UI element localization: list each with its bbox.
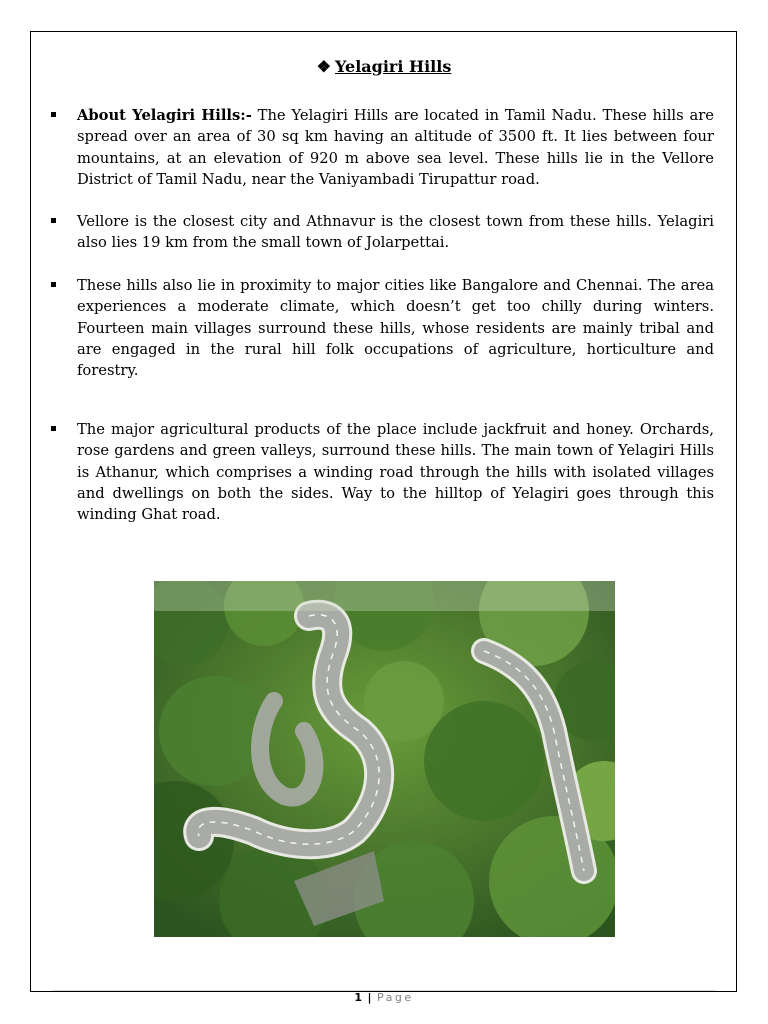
bullet-closest-city: [77, 211, 714, 254]
bullet-text: The Yelagiri Hills are located in Tamil Nadu. These hills are spread over an area of 30 sq km having an altitude of 3500 ft. It lies between four mountains, at an elevation of 920 m above sea level. These hills lie in the Vellore District of Tamil Nadu, near the Vaniyambadi Tirupattur road.: [77, 107, 714, 188]
winding-ghat-road-photo: [154, 581, 615, 937]
footer-separator: |: [367, 991, 372, 1004]
bullet-text: Vellore is the closest city and Athnavur is the closest town from these hills. Yelagiri also lies 19 km from the small town of Jolarpettai.: [77, 213, 714, 252]
square-bullet-icon: [51, 112, 56, 117]
bullet-text: The major agricultural products of the place include jackfruit and honey. Orchards, rose gardens and green valleys, surround these hills. The main town of Yelagiri Hills is Athanur, which comprises a winding road through the hills with isolated villages and dwellings on both the sides. Way to the hilltop of Yelagiri goes through this winding Ghat road.: [77, 421, 714, 524]
title-text: Yelagiri Hills: [334, 57, 452, 76]
bullet-agriculture: [77, 419, 714, 525]
page-footer: [0, 991, 768, 1004]
square-bullet-icon: [51, 218, 56, 223]
square-bullet-icon: [51, 282, 56, 287]
page-number: 1: [354, 991, 362, 1004]
bullet-lead: About Yelagiri Hills:-: [77, 107, 252, 124]
page-title: [0, 57, 768, 76]
page-label: Page: [377, 991, 414, 1004]
diamond-bullet-icon: ❖: [316, 57, 331, 76]
bullet-text: These hills also lie in proximity to major cities like Bangalore and Chennai. The area experiences a moderate climate, which doesn’t get too chilly during winters. Fourteen main villages surround these hills, whose residents are mainly tribal and are engaged in the rural hill folk occupations of agriculture, horticulture and forestry.: [77, 277, 714, 380]
bullet-proximity: [77, 275, 714, 381]
bullet-about: [77, 105, 714, 190]
square-bullet-icon: [51, 426, 56, 431]
